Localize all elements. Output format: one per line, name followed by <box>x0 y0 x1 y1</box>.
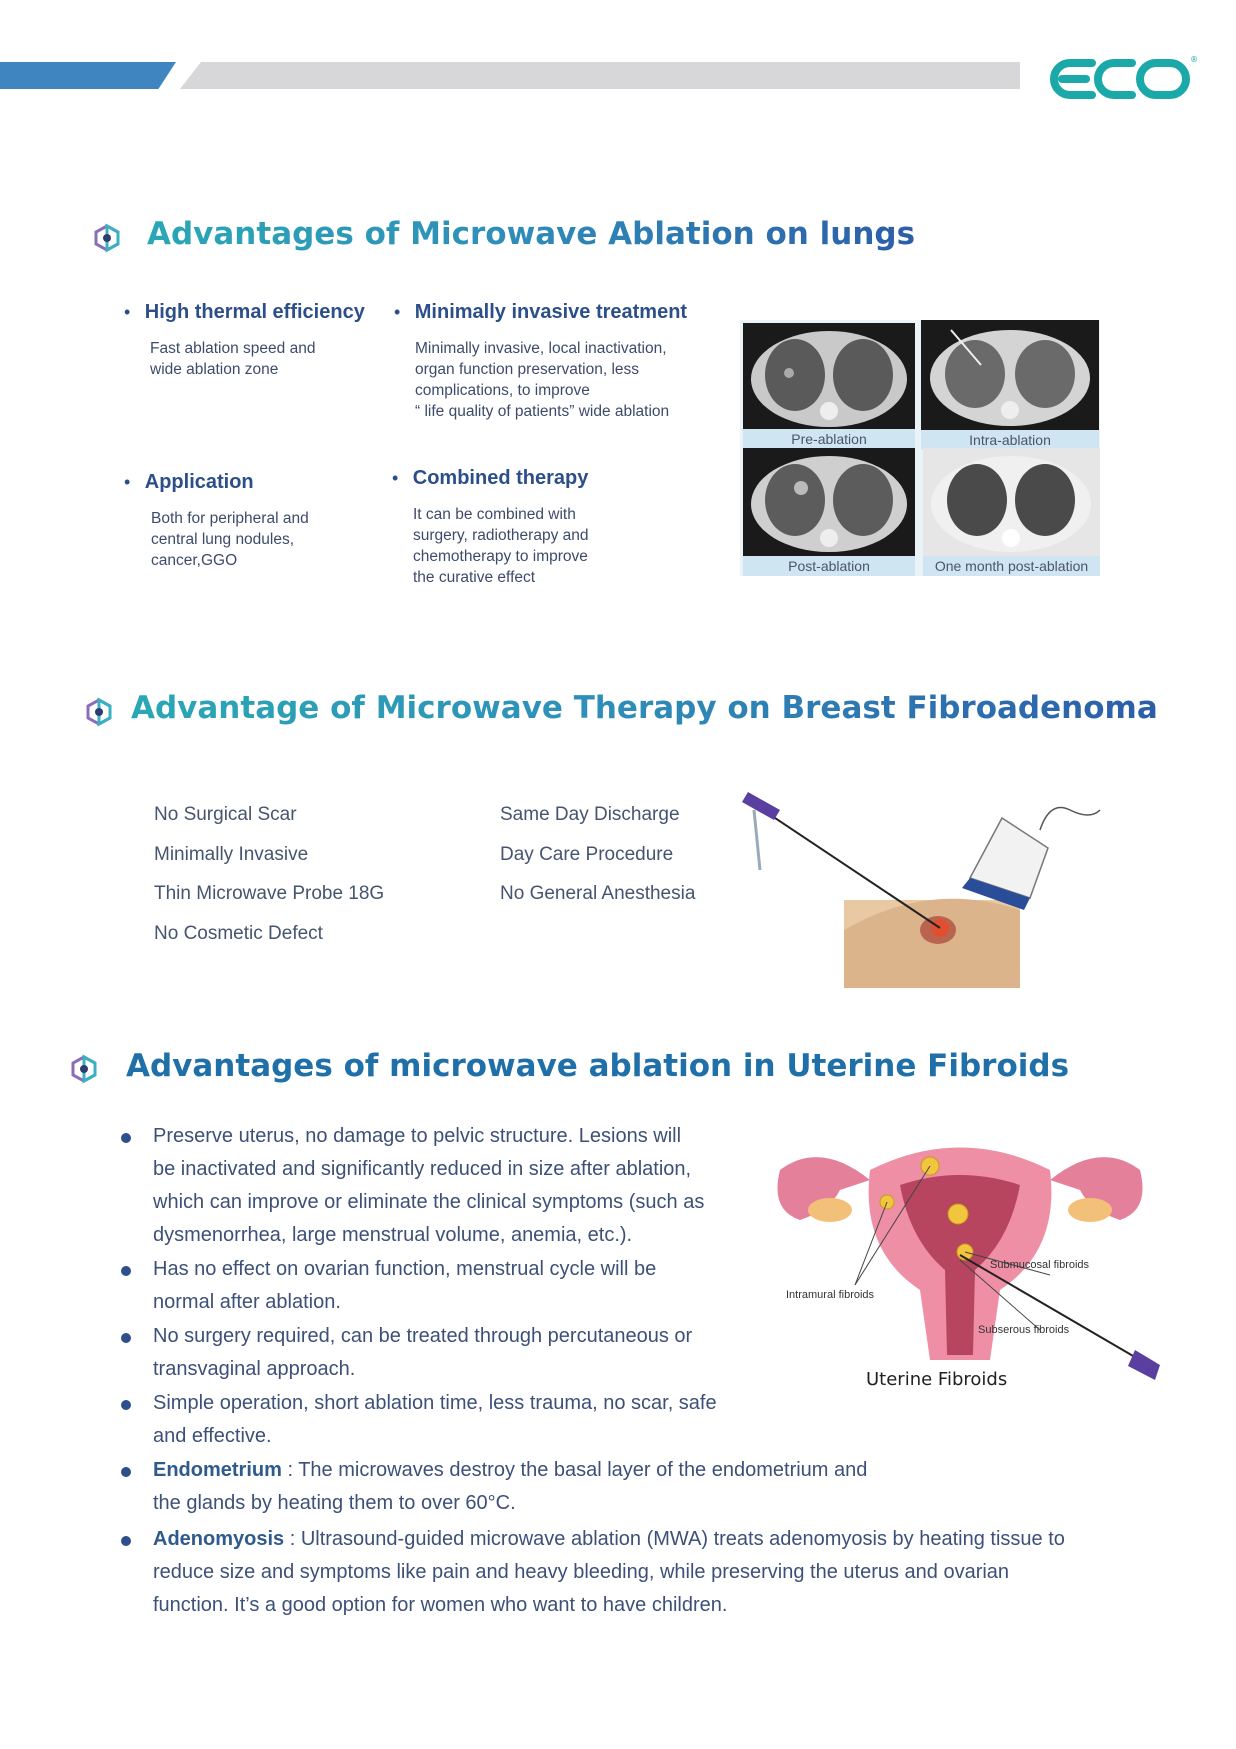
label-submucosal: Submucosal fibroids <box>990 1259 1090 1271</box>
uterine-bullet-text <box>153 1120 704 1252</box>
lung-item-heading: Minimally invasive treatment <box>414 301 688 323</box>
label-intramural: Intramural fibroids <box>786 1289 875 1301</box>
uterine-section-title: Advantages of microwave ablation in Uterine Fibroids <box>126 1048 1070 1084</box>
ct-scan-caption: Pre-ablation <box>743 429 915 449</box>
ct-scan-caption: Post-ablation <box>743 556 915 576</box>
ct-scan-grid <box>740 320 1100 576</box>
text-line: which can improve or eliminate the clinical symptoms (such as <box>153 1191 705 1213</box>
lung-item-4 <box>392 467 588 490</box>
lung-item-heading: High thermal efficiency <box>144 301 365 323</box>
uterine-fibroids-figure <box>760 1130 1180 1410</box>
breast-benefit: Same Day Discharge <box>500 804 680 825</box>
text-line: : The microwaves destroy the basal layer of the endometrium and <box>281 1459 868 1481</box>
breast-benefit: No General Anesthesia <box>500 883 696 904</box>
text-line: be inactivated and significantly reduced in size after ablation, <box>153 1158 692 1180</box>
ct-scan-image <box>923 448 1100 558</box>
uterine-bullet-text <box>153 1387 717 1453</box>
body-line: Fast ablation speed and <box>150 340 316 357</box>
text-line: transvaginal approach. <box>153 1358 356 1380</box>
figure-caption: Uterine Fibroids <box>866 1369 1008 1390</box>
endometrium-text <box>153 1454 867 1520</box>
lung-item-2 <box>394 301 687 324</box>
text-line: Simple operation, short ablation time, less trauma, no scar, safe <box>153 1392 717 1414</box>
section-hex-icon <box>93 224 121 252</box>
lung-item-body <box>413 504 588 588</box>
eco-logo <box>1048 55 1196 105</box>
bullet-dot <box>121 1333 131 1343</box>
bullet-dot: • <box>124 472 131 492</box>
lung-item-1 <box>124 301 365 324</box>
body-line: chemotherapy to improve <box>413 548 588 565</box>
bullet-dot: • <box>124 302 131 322</box>
uterine-bullet-text <box>153 1320 692 1386</box>
bullet-dot <box>121 1133 131 1143</box>
text-line: and effective. <box>153 1425 272 1447</box>
section-hex-icon <box>70 1055 98 1083</box>
term-endometrium: Endometrium <box>153 1459 282 1481</box>
ct-scan-caption: Intra-ablation <box>921 430 1099 450</box>
lung-item-body <box>151 508 309 571</box>
uterine-bullet-text <box>153 1253 656 1319</box>
ct-scan-image <box>921 320 1099 430</box>
lung-item-body <box>415 338 669 422</box>
bullet-dot: • <box>392 468 399 488</box>
text-line: : Ultrasound-guided microwave ablation (MWA) treats adenomyosis by heating tissue to <box>284 1528 1065 1550</box>
breast-benefit: Thin Microwave Probe 18G <box>154 883 385 904</box>
breast-benefit: Minimally Invasive <box>154 844 309 865</box>
body-line: wide ablation zone <box>150 361 279 378</box>
body-line: organ function preservation, less <box>415 361 640 378</box>
text-line: reduce size and symptoms like pain and heavy bleeding, while preserving the uterus and ovarian <box>153 1561 1010 1583</box>
header-band-blue <box>0 62 176 89</box>
breast-benefit: Day Care Procedure <box>500 844 674 865</box>
text-line: normal after ablation. <box>153 1291 341 1313</box>
lung-item-body <box>150 338 315 380</box>
text-line: dysmenorrhea, large menstrual volume, anemia, etc.). <box>153 1224 633 1246</box>
breast-benefit: No Cosmetic Defect <box>154 923 323 944</box>
section-hex-icon <box>85 698 113 726</box>
breast-benefit: No Surgical Scar <box>154 804 297 825</box>
text-line <box>153 1523 1065 1556</box>
bullet-dot <box>121 1266 131 1276</box>
body-line: the curative effect <box>413 569 536 586</box>
breast-ablation-illustration <box>740 780 1110 990</box>
ct-scan-image <box>743 323 915 431</box>
adenomyosis-text <box>153 1523 1065 1622</box>
lung-section-title: Advantages of Microwave Ablation on lungs <box>147 216 916 252</box>
lung-item-heading: Application <box>144 471 254 493</box>
body-line: central lung nodules, <box>151 531 295 548</box>
text-line <box>153 1454 867 1487</box>
body-line: cancer,GGO <box>151 552 238 569</box>
registered-mark: ® <box>1190 55 1198 64</box>
text-line: Has no effect on ovarian function, menstrual cycle will be <box>153 1258 657 1280</box>
ct-scan-image <box>743 448 915 558</box>
text-line: No surgery required, can be treated through percutaneous or <box>153 1325 693 1347</box>
bullet-dot <box>121 1467 131 1477</box>
bullet-dot: • <box>394 302 401 322</box>
bullet-dot <box>121 1400 131 1410</box>
body-line: “ life quality of patients” wide ablation <box>415 403 670 420</box>
term-adenomyosis: Adenomyosis <box>153 1528 285 1550</box>
lung-item-3 <box>124 471 254 494</box>
text-line: the glands by heating them to over 60°C. <box>153 1492 516 1514</box>
body-line: It can be combined with <box>413 506 576 523</box>
bullet-dot <box>121 1536 131 1546</box>
body-line: Minimally invasive, local inactivation, <box>415 340 667 357</box>
body-line: complications, to improve <box>415 382 590 399</box>
header-band-gray <box>180 62 1020 89</box>
lung-item-heading: Combined therapy <box>412 467 589 489</box>
text-line: Preserve uterus, no damage to pelvic structure. Lesions will <box>153 1125 682 1147</box>
breast-section-title: Advantage of Microwave Therapy on Breast Fibroadenoma <box>131 690 1158 726</box>
body-line: surgery, radiotherapy and <box>413 527 589 544</box>
label-subserous: Subserous fibroids <box>978 1324 1070 1336</box>
body-line: Both for peripheral and <box>151 510 309 527</box>
ct-scan-caption: One month post-ablation <box>923 556 1100 576</box>
text-line: function. It’s a good option for women who want to have children. <box>153 1594 728 1616</box>
